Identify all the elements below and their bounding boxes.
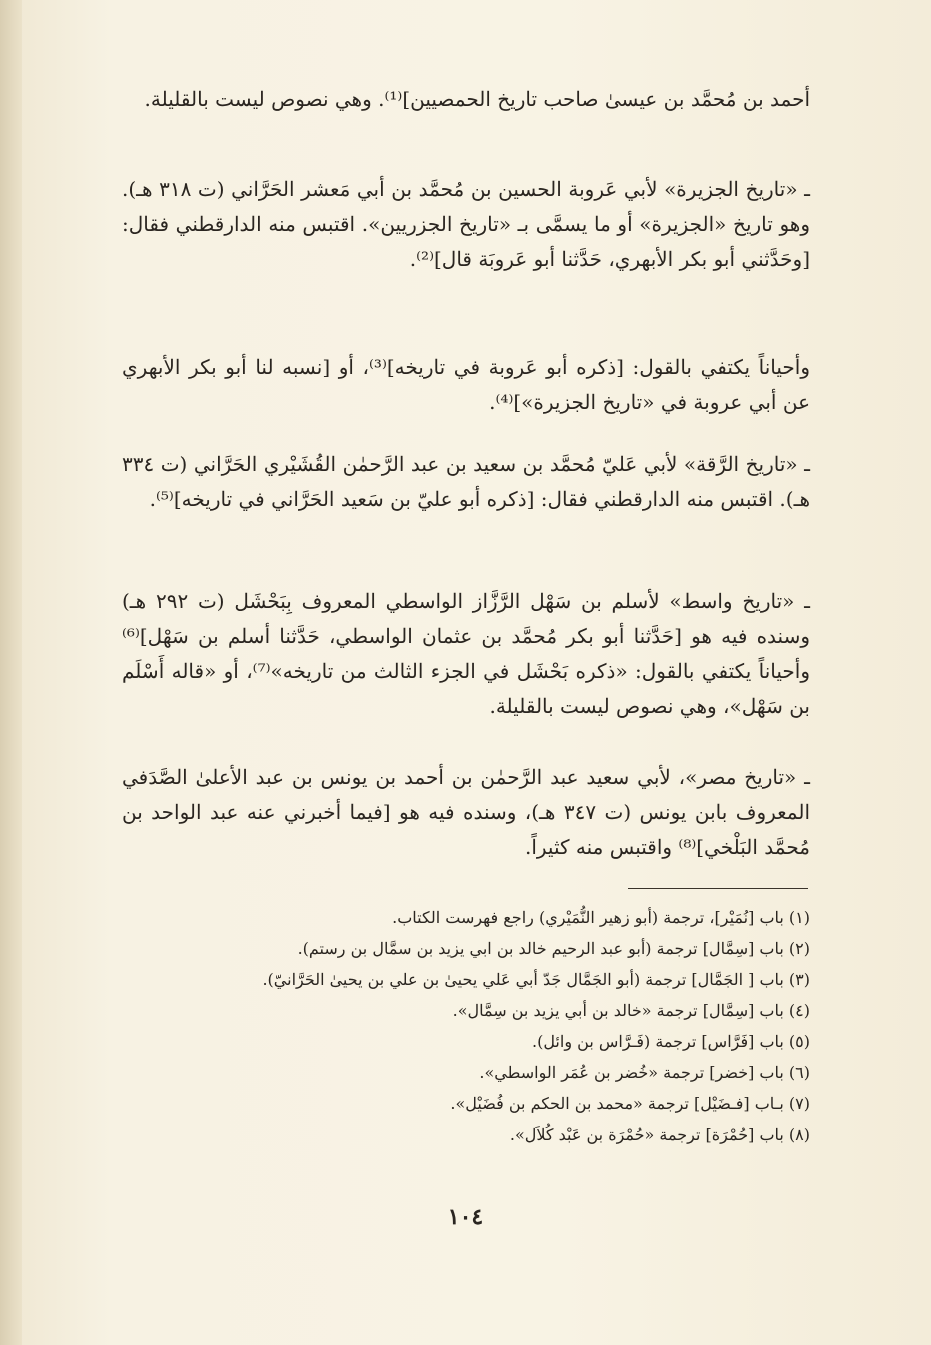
body-paragraph-2: ـ «تاريخ الجزيرة» لأبي عَروبة الحسين بن مُحمَّد بن أبي مَعشر الحَرَّاني (ت ٣١٨ هـ). وهو تاريخ «الجزيرة» أو ما يسمَّى بـ «تاريخ الجزريين». اقتبس منه الدارقطني فقال: [وحَدَّثني أبو بكر الأبهري، حَدَّثنا أبو عَروبَة قال]⁽²⁾. bbox=[122, 177, 810, 271]
page-binding-edge bbox=[0, 0, 22, 1345]
footnote-2: (٢) باب [سِمَّال] ترجمة (أبو عبد الرحيم خالد بن ابي يزيد بن سمَّال بن رستم). bbox=[297, 939, 810, 958]
footnote-3: (٣) باب [ الجَمَّال] ترجمة (أبو الجَمَّال جَدّ أبي عَلي يحيىٰ بن علي بن يحيىٰ الحَرَّانيّ). bbox=[262, 970, 810, 989]
body-paragraph-1: أحمد بن مُحمَّد بن عيسىٰ صاحب تاريخ الحمصيين]⁽¹⁾. وهي نصوص ليست بالقليلة. bbox=[144, 87, 810, 111]
body-paragraph-4: ـ «تاريخ الرَّقة» لأبي عَليّ مُحمَّد بن سعيد بن عبد الرَّحمٰن القُشَيْري الحَرَّاني (ت ٣٣٤ هـ). اقتبس منه الدارقطني فقال: [ذكره أبو عليّ بن سَعيد الحَرَّاني في تاريخه]⁽⁵⁾. bbox=[122, 452, 810, 511]
footnote-8: (٨) باب [حُمْرَة] ترجمة «حُمْرَة بن عَبْد كُلاَل». bbox=[509, 1125, 810, 1144]
footnote-7: (٧) بـاب [فـضَيْل] ترجمة «محمد بن الحكم بن فُضَيْل». bbox=[450, 1094, 810, 1113]
footnote-separator bbox=[628, 888, 808, 889]
footnote-4: (٤) باب [سِمَّال] ترجمة «خالد بن أبي يزيد بن سِمَّال». bbox=[452, 1001, 810, 1020]
body-paragraph-6: ـ «تاريخ مصر»، لأبي سعيد عبد الرَّحمٰن بن أحمد بن يونس بن عبد الأعلىٰ الصَّدَفي المعروف بابن يونس (ت ٣٤٧ هـ)، وسنده فيه هو [فيما أخبرني عنه عبد الواحد بن مُحمَّد البَلْخي]⁽⁸⁾ واقتبس منه كثيراً. bbox=[122, 765, 810, 859]
footnote-1: (١) باب [نُمَيْر]، ترجمة (أبو زهير النُّمَيْري) راجع فهرست الكتاب. bbox=[392, 908, 810, 927]
footnote-5: (٥) باب [فَرَّاس] ترجمة (فَـرَّاس بن وائل). bbox=[531, 1032, 810, 1051]
body-paragraph-3: وأحياناً يكتفي بالقول: [ذكره أبو عَروبة في تاريخه]⁽³⁾، أو [نسبه لنا أبو بكر الأبهري عن أبي عروبة في «تاريخ الجزيرة»]⁽⁴⁾. bbox=[122, 355, 810, 414]
footnote-6: (٦) باب [خضر] ترجمة «خُضر بن عُمَر الواسطي». bbox=[479, 1063, 810, 1082]
body-paragraph-5: ـ «تاريخ واسط» لأسلم بن سَهْل الرَّزَّاز الواسطي المعروف بِبَحْشَل (ت ٢٩٢ هـ) وسنده فيه هو [حَدَّثنا أبو بكر مُحمَّد بن عثمان الواسطي، حَدَّثنا أسلم بن سَهْل]⁽⁶⁾ وأحياناً يكتفي بالقول: «ذكره بَحْشَل في الجزء الثالث من تاريخه»⁽⁷⁾، أو «قاله أَسْلَم بن سَهْل»، وهي نصوص ليست بالقليلة. bbox=[122, 589, 810, 718]
page-number: ١٠٤ bbox=[447, 1204, 484, 1230]
footnotes-list bbox=[122, 902, 810, 1150]
